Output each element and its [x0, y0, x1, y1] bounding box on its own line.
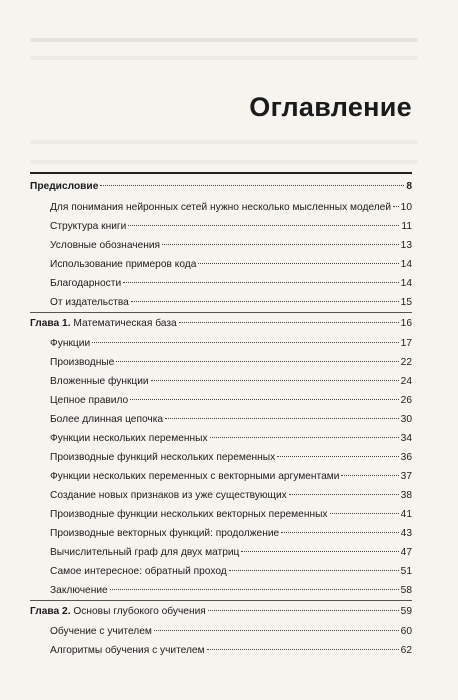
toc-entry-page: 36 [400, 452, 412, 463]
toc-entry[interactable] [50, 584, 412, 598]
toc-entry-title: Вложенные функции [50, 376, 149, 387]
toc-preface-entry[interactable] [30, 180, 412, 194]
toc-entry[interactable] [50, 527, 412, 541]
toc-leader-dots [165, 418, 399, 419]
toc-entry-page: 15 [400, 297, 412, 308]
toc-entry-page: 47 [400, 547, 412, 558]
toc-entry-page: 22 [400, 357, 412, 368]
toc-entry-page: 51 [400, 566, 412, 577]
toc-entry-title: Производные [50, 357, 115, 368]
toc-entry-title: Более длинная цепочка [50, 414, 164, 425]
toc-entry[interactable] [50, 296, 412, 310]
toc-entry-page: 8 [406, 181, 412, 192]
toc-leader-dots [277, 456, 398, 457]
toc-entry-page: 59 [400, 606, 412, 617]
toc-entry[interactable] [50, 239, 412, 253]
page-title: Оглавление [249, 92, 412, 122]
toc-leader-dots [179, 322, 399, 323]
toc-entry-page: 60 [400, 626, 412, 637]
toc-entry-page: 11 [401, 221, 412, 232]
toc-entry-page: 16 [400, 318, 412, 329]
toc-leader-dots [154, 630, 399, 631]
section-divider [30, 312, 412, 313]
toc-leader-dots [210, 437, 399, 438]
toc-entry-title: Функции [50, 338, 91, 349]
toc-leader-dots [100, 185, 404, 186]
toc-entry-title: Функции нескольких переменных [50, 433, 208, 444]
toc-leader-dots [123, 282, 399, 283]
toc-leader-dots [198, 263, 398, 264]
toc-entry-title: Условные обозначения [50, 240, 161, 251]
toc-leader-dots [241, 551, 398, 552]
toc-entry-title [30, 605, 206, 619]
toc-entry-title: Производные функции нескольких векторных переменных [50, 509, 328, 520]
toc-entry-page: 41 [400, 509, 412, 520]
toc-entry-page: 10 [400, 202, 412, 213]
toc-entry-title: Обучение с учителем [50, 626, 152, 637]
toc-entry-title: Производные функций нескольких переменных [50, 452, 276, 463]
chapter-prefix: Глава 1. [30, 318, 71, 329]
toc-entry-title [30, 317, 177, 331]
toc-entry-page: 58 [400, 585, 412, 596]
toc-entry-title: Производные векторных функций: продолжение [50, 528, 280, 539]
toc-entry-page: 24 [400, 376, 412, 387]
toc-leader-dots [289, 494, 399, 495]
toc-chapter-2-entry[interactable] [30, 605, 412, 619]
toc-entry-title: Создание новых признаков из уже существующих [50, 490, 287, 501]
toc-entry-title: Самое интересное: обратный проход [50, 566, 227, 577]
toc-entry[interactable] [50, 565, 412, 579]
toc-entry-title: Функции нескольких переменных с векторными аргументами [50, 471, 340, 482]
toc-entry[interactable] [50, 220, 412, 234]
toc-entry-title: От издательства [50, 297, 129, 308]
toc-leader-dots [131, 301, 399, 302]
toc-entry-page: 13 [400, 240, 412, 251]
toc-entry-title: Алгоритмы обучения с учителем [50, 645, 205, 656]
chapter-title: Математическая база [73, 318, 177, 329]
toc-entry-title: Предисловие [30, 181, 99, 192]
toc-entry[interactable] [50, 201, 412, 215]
toc-entry-page: 26 [400, 395, 412, 406]
toc-entry[interactable] [50, 258, 412, 272]
chapter-prefix: Глава 2. [30, 606, 71, 617]
toc-entry-page: 14 [400, 278, 412, 289]
toc-entry[interactable] [50, 489, 412, 503]
toc-leader-dots [128, 225, 399, 226]
toc-entry[interactable] [50, 451, 412, 465]
toc-entry-page: 17 [400, 338, 412, 349]
toc-entry-page: 14 [400, 259, 412, 270]
toc-entry[interactable] [50, 644, 412, 658]
toc-entry-title: Использование примеров кода [50, 259, 197, 270]
section-divider [30, 600, 412, 601]
toc-entry-title: Для понимания нейронных сетей нужно несколько мысленных моделей [50, 202, 392, 213]
toc-leader-dots [229, 570, 399, 571]
toc-leader-dots [281, 532, 398, 533]
toc-entry-title: Цепное правило [50, 395, 129, 406]
toc-entry-title: Благодарности [50, 278, 122, 289]
toc-entry-title: Заключение [50, 585, 108, 596]
toc-entry-page: 43 [400, 528, 412, 539]
toc-entry-title: Вычислительный граф для двух матриц [50, 547, 240, 558]
toc-entry-page: 30 [400, 414, 412, 425]
toc-leader-dots [116, 361, 398, 362]
toc-leader-dots [330, 513, 399, 514]
toc-leader-dots [393, 206, 399, 207]
toc-leader-dots [341, 475, 398, 476]
toc-entry[interactable] [50, 356, 412, 370]
toc-leader-dots [207, 649, 399, 650]
toc-entry[interactable] [50, 432, 412, 446]
toc-leader-dots [92, 342, 399, 343]
chapter-title: Основы глубокого обучения [73, 606, 206, 617]
toc-entry[interactable] [50, 375, 412, 389]
toc-entry[interactable] [50, 625, 412, 639]
toc-leader-dots [208, 610, 399, 611]
toc-entry[interactable] [50, 470, 412, 484]
toc-entry-page: 34 [400, 433, 412, 444]
toc-leader-dots [162, 244, 399, 245]
toc-entry[interactable] [50, 413, 412, 427]
toc-entry[interactable] [50, 394, 412, 408]
toc-entry[interactable] [50, 546, 412, 560]
toc-entry[interactable] [50, 508, 412, 522]
toc-entry-page: 38 [400, 490, 412, 501]
toc-entry-page: 37 [400, 471, 412, 482]
toc-leader-dots [130, 399, 398, 400]
toc-entry[interactable] [50, 277, 412, 291]
toc-entry-page: 62 [400, 645, 412, 656]
toc-chapter-1-entry[interactable] [30, 317, 412, 331]
toc-leader-dots [110, 589, 399, 590]
toc-entry[interactable] [50, 337, 412, 351]
toc-leader-dots [151, 380, 399, 381]
toc-entry-title: Структура книги [50, 221, 127, 232]
